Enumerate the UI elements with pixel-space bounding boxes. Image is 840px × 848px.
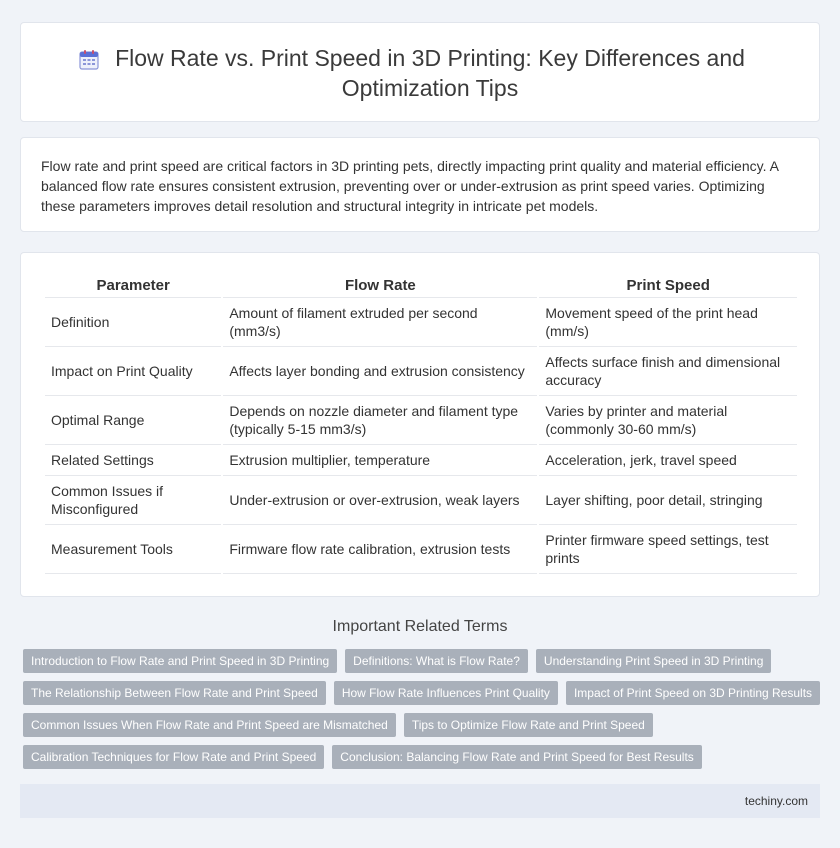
table-cell: Optimal Range (45, 396, 221, 445)
table-cell: Under-extrusion or over-extrusion, weak layers (223, 476, 537, 525)
table-cell: Firmware flow rate calibration, extrusion tests (223, 525, 537, 574)
related-term-link[interactable]: Understanding Print Speed in 3D Printing (536, 649, 771, 673)
table-header-row (45, 275, 797, 298)
tag-row (23, 681, 823, 705)
table-cell: Measurement Tools (45, 525, 221, 574)
table-cell: Layer shifting, poor detail, stringing (539, 476, 797, 525)
table-cell: Amount of filament extruded per second (mm3/s) (223, 298, 537, 347)
table-row (45, 525, 797, 574)
related-term-link[interactable]: Conclusion: Balancing Flow Rate and Print Speed for Best Results (332, 745, 702, 769)
header-flow-rate: Flow Rate (223, 275, 537, 298)
related-terms-list (23, 649, 823, 777)
table-cell: Movement speed of the print head (mm/s) (539, 298, 797, 347)
related-term-link[interactable]: Impact of Print Speed on 3D Printing Results (566, 681, 820, 705)
table-cell: Printer firmware speed settings, test prints (539, 525, 797, 574)
related-terms-title: Important Related Terms (332, 618, 508, 635)
intro-card (20, 137, 820, 232)
title-card (20, 22, 820, 122)
comparison-card (20, 252, 820, 597)
related-term-link[interactable]: The Relationship Between Flow Rate and Print Speed (23, 681, 326, 705)
table-cell: Definition (45, 298, 221, 347)
table-cell: Common Issues if Misconfigured (45, 476, 221, 525)
page-title: Flow Rate vs. Print Speed in 3D Printing: Key Differences and Optimization Tips (115, 45, 745, 101)
table-cell: Depends on nozzle diameter and filament type (typically 5-15 mm3/s) (223, 396, 537, 445)
table-cell: Related Settings (45, 445, 221, 476)
table-cell: Impact on Print Quality (45, 347, 221, 396)
footer (20, 784, 820, 818)
related-term-link[interactable]: Common Issues When Flow Rate and Print Speed are Mismatched (23, 713, 396, 737)
table-cell: Extrusion multiplier, temperature (223, 445, 537, 476)
related-term-link[interactable]: Introduction to Flow Rate and Print Speed in 3D Printing (23, 649, 337, 673)
header-print-speed: Print Speed (539, 275, 797, 298)
footer-site-link[interactable]: techiny.com (744, 794, 808, 808)
related-term-link[interactable]: Definitions: What is Flow Rate? (345, 649, 528, 673)
tag-row (23, 713, 823, 737)
related-term-link[interactable]: How Flow Rate Influences Print Quality (334, 681, 558, 705)
table-row (45, 298, 797, 347)
header-parameter: Parameter (45, 275, 221, 298)
tag-row (23, 745, 823, 769)
table-cell: Acceleration, jerk, travel speed (539, 445, 797, 476)
related-term-link[interactable]: Tips to Optimize Flow Rate and Print Speed (404, 713, 653, 737)
table-row (45, 476, 797, 525)
table-cell: Affects layer bonding and extrusion consistency (223, 347, 537, 396)
table-cell: Varies by printer and material (commonly 30-60 mm/s) (539, 396, 797, 445)
table-row (45, 445, 797, 476)
table-row (45, 347, 797, 396)
table-cell: Affects surface finish and dimensional accuracy (539, 347, 797, 396)
table-row (45, 396, 797, 445)
intro-paragraph: Flow rate and print speed are critical factors in 3D printing pets, directly impacting print quality and material efficiency. A balanced flow rate ensures consistent extrusion, preventing over or under-extrusion as print speed varies. Optimizing these parameters improves detail resolution and structural integrity in intricate pet models. (41, 158, 779, 214)
tag-row (23, 649, 823, 673)
comparison-table (43, 275, 799, 574)
related-term-link[interactable]: Calibration Techniques for Flow Rate and Print Speed (23, 745, 324, 769)
